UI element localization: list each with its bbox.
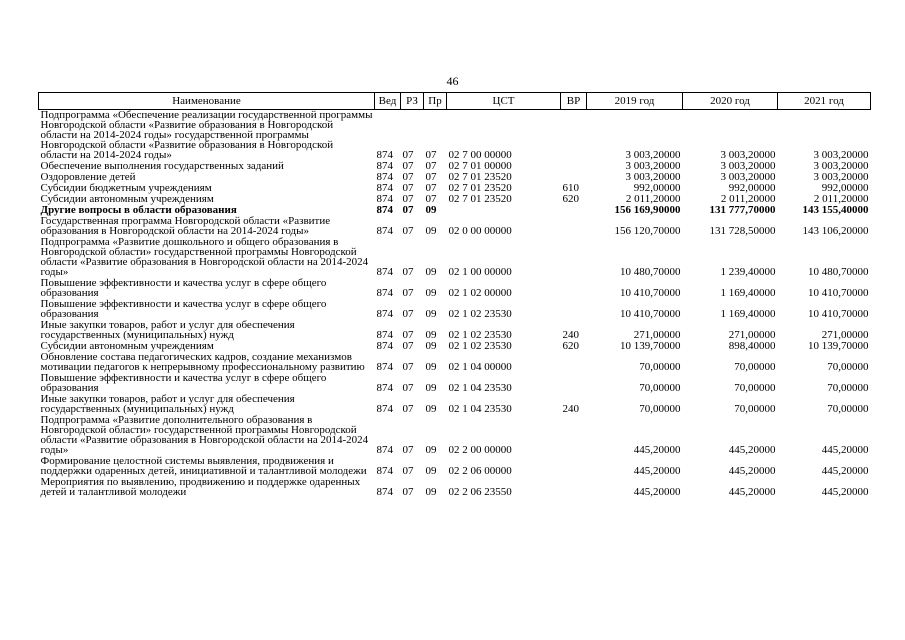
table-row bbox=[39, 278, 871, 299]
cell-2021: 10 410,70000 bbox=[808, 287, 869, 299]
cell-ved: 874 bbox=[376, 149, 393, 161]
table-row bbox=[39, 477, 871, 498]
cell-ved: 874 bbox=[376, 382, 393, 394]
cell-cst: 02 1 00 00000 bbox=[448, 266, 512, 278]
cell-2021: 992,00000 bbox=[821, 183, 869, 194]
cell-2020: 131 777,70000 bbox=[709, 205, 776, 216]
cell-2021: 445,20000 bbox=[821, 465, 869, 477]
cell-2019: 70,00000 bbox=[639, 382, 681, 394]
cell-2020: 70,00000 bbox=[734, 403, 776, 415]
cell-name: Формирование целостной системы выявления, продвижения и поддержки одаренных детей, инициативной и талантливой молодежи bbox=[40, 456, 367, 477]
cell-2019: 3 003,20000 bbox=[625, 149, 681, 161]
cell-cst: 02 1 04 23530 bbox=[448, 403, 512, 415]
cell-2021: 143 155,40000 bbox=[802, 205, 869, 216]
cell-pr: 09 bbox=[425, 341, 437, 352]
table-row bbox=[39, 373, 871, 394]
cell-rz: 07 bbox=[402, 161, 414, 172]
cell-2019: 3 003,20000 bbox=[625, 172, 681, 183]
header-pr: Пр bbox=[424, 93, 447, 110]
cell-rz: 07 bbox=[402, 149, 414, 161]
cell-name: Субсидии автономным учреждениям bbox=[40, 194, 214, 205]
cell-2021: 10 410,70000 bbox=[808, 308, 869, 320]
cell-vr bbox=[561, 237, 587, 278]
cell-2019: 156 169,90000 bbox=[614, 205, 681, 216]
cell-pr: 07 bbox=[425, 149, 437, 161]
cell-rz: 07 bbox=[402, 403, 414, 415]
cell-rz: 07 bbox=[402, 205, 414, 216]
cell-name: Подпрограмма «Обеспечение реализации государственной программы Новгородской области «Развитие образования в Новгородской области на 2014-2024 годы» государственной программы Новгородской области «Развитие образования в Новгородской области на 2014-2024 годы» bbox=[40, 109, 373, 161]
cell-2021: 70,00000 bbox=[827, 403, 869, 415]
cell-cst: 02 7 01 00000 bbox=[448, 161, 512, 172]
table-body bbox=[39, 110, 871, 499]
cell-pr: 09 bbox=[425, 205, 437, 216]
table-row bbox=[39, 183, 871, 194]
cell-pr: 09 bbox=[425, 287, 437, 299]
cell-2021: 271,00000 bbox=[821, 329, 869, 341]
table-row bbox=[39, 110, 871, 162]
cell-vr bbox=[561, 161, 587, 172]
table-row bbox=[39, 415, 871, 456]
cell-rz: 07 bbox=[402, 266, 414, 278]
cell-2019: 445,20000 bbox=[633, 444, 681, 456]
cell-2020: 1 169,40000 bbox=[720, 287, 776, 299]
cell-name: Подпрограмма «Развитие дополнительного образования в Новгородской области» государственной программы Новгородской области «Развитие образования в Новгородской области на 2014-2024 годы» bbox=[40, 415, 369, 456]
header-2020: 2020 год bbox=[683, 93, 778, 110]
cell-vr bbox=[561, 352, 587, 373]
cell-2021: 10 139,70000 bbox=[808, 341, 869, 352]
cell-pr: 09 bbox=[425, 465, 437, 477]
table-row bbox=[39, 299, 871, 320]
cell-ved: 874 bbox=[376, 194, 393, 205]
cell-2020: 445,20000 bbox=[728, 444, 776, 456]
table-row bbox=[39, 237, 871, 278]
cell-vr bbox=[561, 373, 587, 394]
table-row bbox=[39, 172, 871, 183]
cell-2019: 445,20000 bbox=[633, 486, 681, 498]
cell-ved: 874 bbox=[376, 361, 393, 373]
cell-cst: 02 2 06 23550 bbox=[448, 486, 512, 498]
cell-2019: 992,00000 bbox=[633, 183, 681, 194]
cell-pr: 09 bbox=[425, 308, 437, 320]
cell-rz: 07 bbox=[402, 486, 414, 498]
cell-vr: 610 bbox=[562, 183, 579, 194]
cell-vr bbox=[561, 299, 587, 320]
cell-rz: 07 bbox=[402, 183, 414, 194]
cell-name: Субсидии бюджетным учреждениям bbox=[40, 183, 212, 194]
cell-2020: 131 728,50000 bbox=[709, 225, 776, 237]
cell-name: Повышение эффективности и качества услуг в сфере общего образования bbox=[40, 299, 327, 320]
cell-ved: 874 bbox=[376, 266, 393, 278]
cell-2020: 70,00000 bbox=[734, 361, 776, 373]
cell-2020: 70,00000 bbox=[734, 382, 776, 394]
cell-2020: 3 003,20000 bbox=[720, 161, 776, 172]
cell-2019: 2 011,20000 bbox=[625, 194, 681, 205]
cell-vr bbox=[561, 278, 587, 299]
cell-2021: 70,00000 bbox=[827, 382, 869, 394]
cell-ved: 874 bbox=[376, 205, 393, 216]
cell-2020: 1 239,40000 bbox=[720, 266, 776, 278]
cell-rz: 07 bbox=[402, 172, 414, 183]
cell-cst: 02 7 01 23520 bbox=[448, 183, 512, 194]
cell-name: Повышение эффективности и качества услуг в сфере общего образования bbox=[40, 278, 327, 299]
cell-cst: 02 7 00 00000 bbox=[448, 149, 512, 161]
cell-ved: 874 bbox=[376, 225, 393, 237]
cell-2019: 10 410,70000 bbox=[620, 287, 681, 299]
cell-cst: 02 2 00 00000 bbox=[448, 444, 512, 456]
cell-2020: 445,20000 bbox=[728, 486, 776, 498]
cell-name: Другие вопросы в области образования bbox=[40, 205, 237, 216]
header-rz: РЗ bbox=[401, 93, 424, 110]
cell-vr bbox=[561, 110, 587, 162]
cell-ved: 874 bbox=[376, 403, 393, 415]
table-row bbox=[39, 352, 871, 373]
cell-name: Иные закупки товаров, работ и услуг для обеспечения государственных (муниципальных) нужд bbox=[40, 394, 295, 415]
cell-vr: 240 bbox=[562, 403, 579, 415]
cell-name: Обеспечение выполнения государственных заданий bbox=[40, 161, 284, 172]
cell-ved: 874 bbox=[376, 308, 393, 320]
cell-ved: 874 bbox=[376, 444, 393, 456]
cell-2020: 898,40000 bbox=[728, 341, 776, 352]
table-row bbox=[39, 194, 871, 205]
cell-rz: 07 bbox=[402, 341, 414, 352]
budget-table bbox=[38, 92, 871, 498]
cell-2019: 3 003,20000 bbox=[625, 161, 681, 172]
cell-vr: 620 bbox=[562, 341, 579, 352]
cell-pr: 07 bbox=[425, 194, 437, 205]
cell-name: Подпрограмма «Развитие дошкольного и общего образования в Новгородской области» государственной программы Новгородской области «Развитие образования в Новгородской области на 2014-2024 годы» bbox=[40, 237, 369, 278]
header-name: Наименование bbox=[39, 93, 375, 110]
cell-pr: 09 bbox=[425, 403, 437, 415]
cell-2021: 3 003,20000 bbox=[813, 149, 869, 161]
cell-name: Повышение эффективности и качества услуг в сфере общего образования bbox=[40, 373, 327, 394]
cell-rz: 07 bbox=[402, 382, 414, 394]
cell-cst: 02 7 01 23520 bbox=[448, 194, 512, 205]
cell-cst: 02 0 00 00000 bbox=[448, 225, 512, 237]
cell-name: Обновление состава педагогических кадров, создание механизмов мотивации педагогов к непрерывному профессиональному развитию bbox=[40, 352, 365, 373]
cell-name: Оздоровление детей bbox=[40, 172, 136, 183]
cell-2021: 3 003,20000 bbox=[813, 161, 869, 172]
table-row bbox=[39, 320, 871, 341]
cell-ved: 874 bbox=[376, 161, 393, 172]
cell-name: Иные закупки товаров, работ и услуг для обеспечения государственных (муниципальных) нужд bbox=[40, 320, 295, 341]
cell-2019: 445,20000 bbox=[633, 465, 681, 477]
cell-rz: 07 bbox=[402, 444, 414, 456]
cell-pr: 09 bbox=[425, 225, 437, 237]
cell-ved: 874 bbox=[376, 486, 393, 498]
cell-pr: 07 bbox=[425, 183, 437, 194]
cell-cst bbox=[447, 205, 561, 216]
cell-2019: 271,00000 bbox=[633, 329, 681, 341]
cell-rz: 07 bbox=[402, 308, 414, 320]
cell-rz: 07 bbox=[402, 194, 414, 205]
cell-2020: 3 003,20000 bbox=[720, 172, 776, 183]
cell-vr bbox=[561, 477, 587, 498]
table-row bbox=[39, 341, 871, 352]
cell-ved: 874 bbox=[376, 341, 393, 352]
cell-2019: 10 410,70000 bbox=[620, 308, 681, 320]
cell-2019: 70,00000 bbox=[639, 361, 681, 373]
cell-vr: 620 bbox=[562, 194, 579, 205]
cell-2021: 445,20000 bbox=[821, 444, 869, 456]
table-row bbox=[39, 216, 871, 237]
cell-2021: 2 011,20000 bbox=[813, 194, 869, 205]
cell-vr: 240 bbox=[562, 329, 579, 341]
cell-2020: 2 011,20000 bbox=[720, 194, 776, 205]
cell-ved: 874 bbox=[376, 183, 393, 194]
cell-vr bbox=[561, 415, 587, 456]
cell-2021: 10 480,70000 bbox=[808, 266, 869, 278]
cell-cst: 02 1 04 00000 bbox=[448, 361, 512, 373]
cell-rz: 07 bbox=[402, 329, 414, 341]
cell-ved: 874 bbox=[376, 465, 393, 477]
cell-vr bbox=[561, 172, 587, 183]
cell-2021: 445,20000 bbox=[821, 486, 869, 498]
cell-pr: 09 bbox=[425, 382, 437, 394]
header-ved: Вед bbox=[375, 93, 401, 110]
cell-cst: 02 1 02 23530 bbox=[448, 341, 512, 352]
cell-pr: 09 bbox=[425, 444, 437, 456]
cell-cst: 02 1 02 00000 bbox=[448, 287, 512, 299]
cell-ved: 874 bbox=[376, 287, 393, 299]
cell-rz: 07 bbox=[402, 287, 414, 299]
cell-pr: 07 bbox=[425, 161, 437, 172]
cell-cst: 02 2 06 00000 bbox=[448, 465, 512, 477]
cell-cst: 02 1 02 23530 bbox=[448, 329, 512, 341]
header-2019: 2019 год bbox=[587, 93, 683, 110]
cell-2020: 992,00000 bbox=[728, 183, 776, 194]
cell-2020: 445,20000 bbox=[728, 465, 776, 477]
cell-vr bbox=[561, 456, 587, 477]
cell-vr bbox=[561, 216, 587, 237]
cell-name: Субсидии автономным учреждениям bbox=[40, 341, 214, 352]
cell-2021: 70,00000 bbox=[827, 361, 869, 373]
cell-ved: 874 bbox=[376, 329, 393, 341]
table-row bbox=[39, 161, 871, 172]
cell-pr: 09 bbox=[425, 329, 437, 341]
table-header-row bbox=[39, 93, 871, 110]
cell-2020: 1 169,40000 bbox=[720, 308, 776, 320]
cell-rz: 07 bbox=[402, 361, 414, 373]
cell-cst: 02 1 04 23530 bbox=[448, 382, 512, 394]
cell-pr: 09 bbox=[425, 486, 437, 498]
cell-pr: 09 bbox=[425, 361, 437, 373]
cell-vr bbox=[561, 205, 587, 216]
cell-2021: 143 106,20000 bbox=[802, 225, 869, 237]
cell-cst: 02 1 02 23530 bbox=[448, 308, 512, 320]
header-2021: 2021 год bbox=[778, 93, 871, 110]
header-cst: ЦСТ bbox=[447, 93, 561, 110]
cell-rz: 07 bbox=[402, 225, 414, 237]
cell-pr: 07 bbox=[425, 172, 437, 183]
table-row bbox=[39, 456, 871, 477]
cell-ved: 874 bbox=[376, 172, 393, 183]
cell-pr: 09 bbox=[425, 266, 437, 278]
cell-rz: 07 bbox=[402, 465, 414, 477]
cell-cst: 02 7 01 23520 bbox=[448, 172, 512, 183]
cell-name: Мероприятия по выявлению, продвижению и поддержке одаренных детей и талантливой молодежи bbox=[40, 477, 361, 498]
cell-2019: 10 480,70000 bbox=[620, 266, 681, 278]
table-row bbox=[39, 394, 871, 415]
cell-2019: 70,00000 bbox=[639, 403, 681, 415]
table-row bbox=[39, 205, 871, 216]
cell-2019: 156 120,70000 bbox=[614, 225, 681, 237]
cell-2021: 3 003,20000 bbox=[813, 172, 869, 183]
page-number: 46 bbox=[446, 74, 459, 88]
cell-2020: 271,00000 bbox=[728, 329, 776, 341]
cell-2019: 10 139,70000 bbox=[620, 341, 681, 352]
header-vr: ВР bbox=[561, 93, 587, 110]
cell-2020: 3 003,20000 bbox=[720, 149, 776, 161]
cell-name: Государственная программа Новгородской области «Развитие образования в Новгородской области на 2014-2024 годы» bbox=[40, 216, 331, 237]
